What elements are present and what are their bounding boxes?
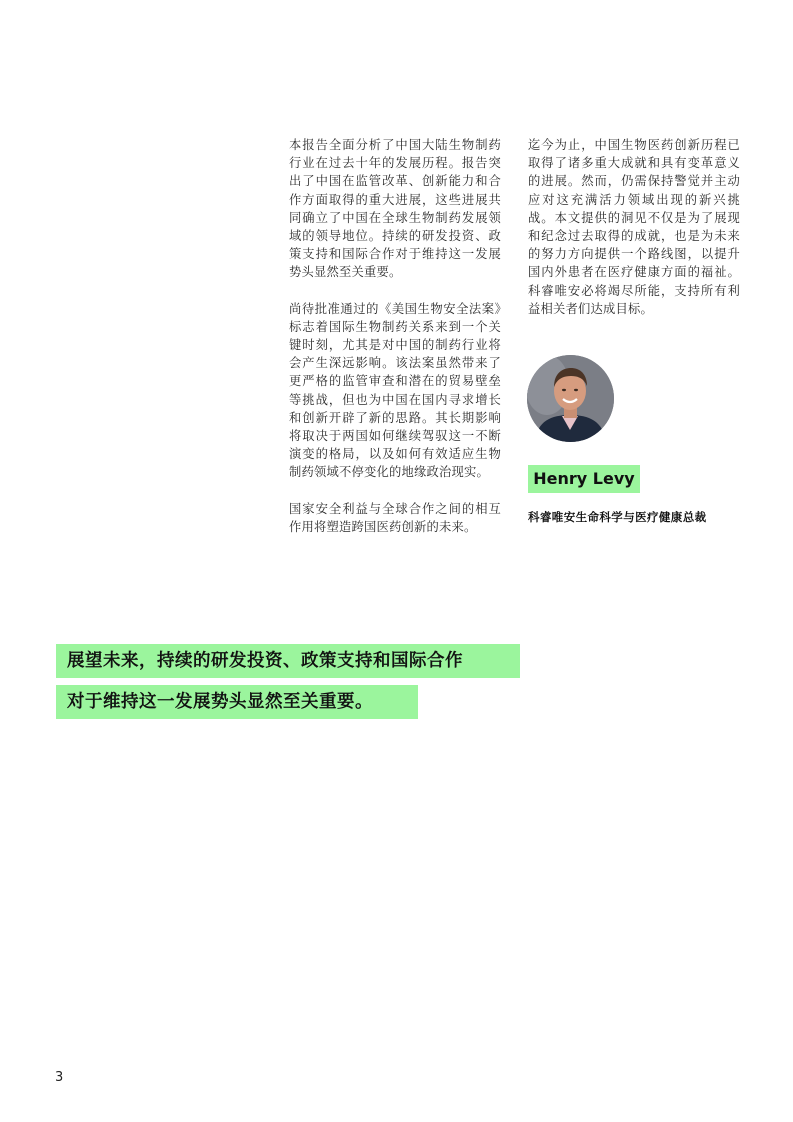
- pull-quote-line-1: 展望未来，持续的研发投资、政策支持和国际合作: [56, 644, 520, 678]
- page-number: 3: [55, 1070, 64, 1085]
- paragraph: 本报告全面分析了中国大陆生物制药行业在过去十年的发展历程。报告突出了中国在监管改革、创新能力和合作方面取得的重大进展，这些进展共同确立了中国在全球生物制药发展领域的领导地位。持续的研发投资、政策支持和国际合作对于维持这一发展势头显然至关重要。: [289, 138, 501, 280]
- body-text-left-column: [289, 136, 501, 554]
- pull-quote-line-2: 对于维持这一发展势头显然至关重要。: [56, 685, 418, 719]
- paragraph: 迄今为止，中国生物医药创新历程已取得了诸多重大成就和具有变革意义的进展。然而，仍需保持警觉并主动应对这充满活力领域出现的新兴挑战。本文提供的洞见不仅是为了展现和纪念过去取得的成就，也是为未来的努力方向提供一个路线图，以提升国内外患者在医疗健康方面的福祉。科睿唯安必将竭尽所能，支持所有利益相关者们达成目标。: [528, 138, 740, 316]
- author-name: Henry Levy: [528, 465, 640, 493]
- paragraph: 国家安全利益与全球合作之间的相互作用将塑造跨国医药创新的未来。: [289, 501, 501, 534]
- author-title: 科睿唯安生命科学与医疗健康总裁: [528, 510, 707, 524]
- author-photo: [527, 355, 614, 442]
- portrait-illustration: [527, 355, 614, 442]
- paragraph: 尚待批准通过的《美国生物安全法案》标志着国际生物制药关系来到一个关键时刻，尤其是对中国的制药行业将会产生深远影响。该法案虽然带来了更严格的监管审查和潜在的贸易壁垒等挑战，但也为中国在国内寻求增长和创新开辟了新的思路。其长期影响将取决于两国如何继续驾驭这一不断演变的格局，以及如何有效适应生物制药领域不停变化的地缘政治现实。: [289, 301, 501, 480]
- body-text-right-column: [528, 136, 740, 336]
